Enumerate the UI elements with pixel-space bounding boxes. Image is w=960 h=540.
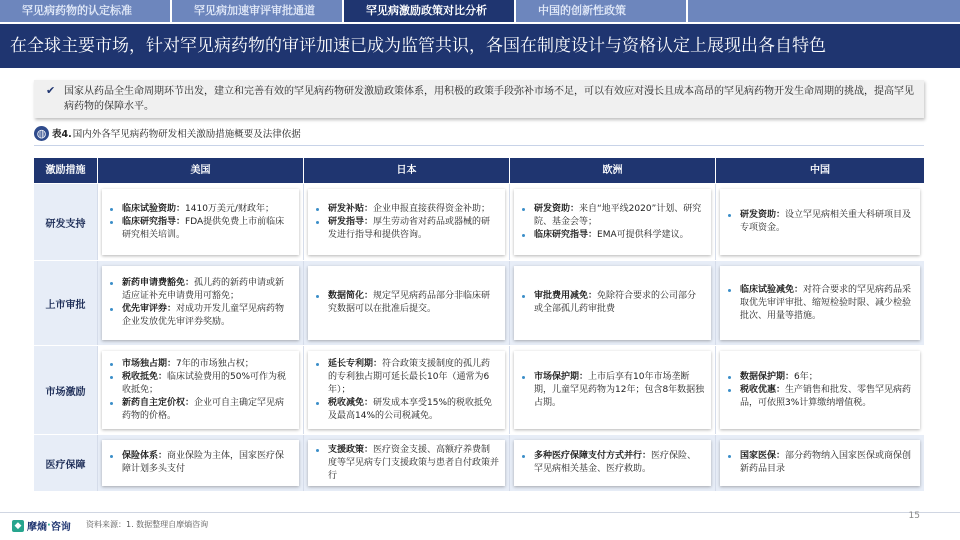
cell-europe — [510, 435, 716, 491]
bullet-item — [108, 371, 293, 397]
table-title-text: 国内外各罕见病药物研发相关激励措施概要及法律依据 — [72, 129, 301, 140]
bullet-value: 生产销售和批发、零售罕见病药品，可依照3%计算缴纳增值税。 — [740, 384, 912, 408]
table-row — [34, 260, 924, 345]
bullet-dot-icon — [316, 449, 319, 452]
cell-card — [720, 440, 920, 486]
cell-china — [716, 346, 924, 434]
bullet-dot-icon — [522, 295, 525, 298]
bullet-dot-icon — [110, 402, 113, 405]
cell-europe — [510, 261, 716, 345]
cell-japan — [304, 435, 510, 491]
bullet-key: 研发补贴： — [328, 203, 374, 214]
bullet-value: 免除符合要求的公司部分或全部孤儿药审批费 — [534, 291, 697, 314]
bullet-value: 商业保险为主体，国家医疗保障计划多头支付 — [122, 451, 285, 474]
bullet-dot-icon — [110, 282, 113, 285]
intro-text: 国家从药品全生命周期环节出发，建立和完善有效的罕见病药物研发激励政策体系，用积极的政策手段弥补市场不足，可以有效应对漫长且成本高昂的罕见病药物开发生命周期的挑战，提高罕见病药物的保障水平。 — [64, 86, 914, 112]
cell-card — [720, 266, 920, 340]
bullet-dot-icon — [110, 363, 113, 366]
cell-card — [102, 266, 299, 340]
cell-card — [102, 189, 299, 255]
bullet-item — [314, 397, 499, 423]
bullet-key: 研发资助： — [534, 203, 580, 214]
bullet-value: 上市后享有10年市场垄断期，儿童罕见药物为12年；包含8年数据独占期。 — [534, 371, 705, 408]
bullet-value: 7年的市场独占权； — [176, 358, 254, 369]
bullet-item — [520, 371, 705, 410]
table-title — [34, 125, 301, 141]
bullet-value: 符合政策支援制度的孤儿药的专利独占期可延长最长10年（通常为6年）； — [328, 358, 491, 395]
bullet-item — [108, 203, 293, 216]
cell-card — [102, 440, 299, 486]
bullet-dot-icon — [522, 208, 525, 211]
page-headline: 在全球主要市场，针对罕见病药物的审评加速已成为监管共识，各国在制度设计与资格认定上展现出各自特色 — [0, 24, 960, 68]
bullet-value: 企业可自主确定罕见病药物的价格。 — [122, 397, 285, 421]
bullet-dot-icon — [728, 289, 731, 292]
bullet-key: 市场保护期： — [534, 371, 589, 382]
cell-usa — [98, 346, 304, 434]
bullet-item — [108, 277, 293, 303]
top-tabs — [0, 0, 960, 22]
header-china: 中国 — [716, 158, 924, 183]
bullet-key: 数据保护期： — [740, 371, 795, 382]
bullet-key: 多种医疗保障支付方式并行： — [534, 451, 652, 461]
bullet-key: 市场独占期： — [122, 358, 177, 369]
bullet-dot-icon — [728, 376, 731, 379]
cell-card — [514, 266, 711, 340]
bullet-key: 新药自主定价权： — [122, 397, 195, 408]
bullet-key: 保险体系： — [122, 451, 168, 461]
title-divider — [34, 145, 924, 146]
bullet-key: 临床研究指导： — [534, 229, 598, 240]
bullet-key: 审批费用减免： — [534, 291, 598, 301]
cell-card — [514, 440, 711, 486]
table-body — [34, 183, 924, 491]
cell-card — [514, 189, 711, 255]
cell-card — [514, 351, 711, 429]
bullet-dot-icon — [110, 221, 113, 224]
bullet-value: 研发成本享受15%的税收抵免及最高14%的公司税减免。 — [328, 397, 493, 421]
row-header: 市场激励 — [34, 346, 98, 434]
logo-left-text: 摩熵 — [27, 522, 47, 533]
bullet-key: 临床研究指导： — [122, 216, 186, 227]
bullet-key: 新药申请费豁免： — [122, 278, 195, 288]
bullet-item — [726, 209, 914, 235]
bullet-key: 研发指导： — [328, 216, 374, 227]
bullet-key: 税收减免： — [328, 397, 374, 408]
logo-separator: · — [47, 520, 51, 531]
cell-japan — [304, 184, 510, 260]
cell-card — [308, 266, 505, 340]
footer-divider — [0, 512, 960, 513]
bullet-dot-icon — [316, 208, 319, 211]
bullet-key: 临床试验资助： — [122, 203, 186, 214]
bullet-dot-icon — [316, 221, 319, 224]
tab-incentive-comparison[interactable]: 罕见病激励政策对比分析 — [344, 0, 516, 22]
cell-card — [102, 351, 299, 429]
bullet-dot-icon — [316, 363, 319, 366]
bullet-key: 延长专利期： — [328, 358, 383, 369]
incentive-table — [34, 158, 924, 491]
bullet-key: 税收抵免： — [122, 371, 168, 382]
bullet-item — [314, 358, 499, 397]
header-measure: 激励措施 — [34, 158, 98, 183]
bullet-dot-icon — [316, 402, 319, 405]
tab-china-innovation[interactable]: 中国的创新性政策 — [516, 0, 688, 22]
bullet-key: 税收优惠： — [740, 384, 786, 395]
bullet-item — [108, 397, 293, 423]
cell-usa — [98, 184, 304, 260]
bullet-value: 孤儿药的新药申请或新适应证补充申请费用可豁免； — [122, 278, 285, 301]
bullet-value: 厚生劳动省对药品或器械的研发进行指导和提供咨询。 — [328, 216, 491, 240]
cell-china — [716, 184, 924, 260]
bullet-item — [520, 229, 705, 242]
bullet-item — [726, 384, 914, 410]
bullet-dot-icon — [728, 214, 731, 217]
check-icon: ✔ — [46, 84, 56, 97]
bullet-item — [108, 303, 293, 329]
source-note: 资料来源：1. 数据整理自摩熵咨询 — [86, 520, 209, 529]
table-row — [34, 183, 924, 260]
bullet-value: 设立罕见病相关重大科研项目及专项资金。 — [740, 210, 912, 233]
bullet-value: 对符合要求的罕见病药品采取优先审评审批、缩短检验时限、减少检验批次、用量等措施。 — [740, 284, 912, 321]
cell-china — [716, 261, 924, 345]
tab-accelerated-review[interactable]: 罕见病加速审评审批通道 — [172, 0, 344, 22]
bullet-dot-icon — [728, 389, 731, 392]
row-header: 研发支持 — [34, 184, 98, 260]
bullet-dot-icon — [522, 455, 525, 458]
header-japan: 日本 — [304, 158, 510, 183]
cell-usa — [98, 435, 304, 491]
table-row — [34, 434, 924, 491]
bullet-item — [520, 450, 705, 476]
bullet-item — [314, 216, 499, 242]
bullet-item — [314, 203, 499, 216]
table-row — [34, 345, 924, 434]
cell-card — [308, 351, 505, 429]
bullet-dot-icon — [316, 295, 319, 298]
logo-right-text: 咨询 — [50, 522, 71, 533]
bullet-key: 国家医保： — [740, 451, 786, 461]
cell-usa — [98, 261, 304, 345]
bullet-value: 来自“地平线2020”计划、研究院、基金会等； — [534, 203, 702, 227]
table-title-prefix: 表4. — [52, 129, 72, 140]
cell-europe — [510, 184, 716, 260]
bullet-item — [108, 450, 293, 476]
cell-card — [720, 189, 920, 255]
cell-japan — [304, 261, 510, 345]
bullet-item — [108, 358, 293, 371]
bullet-item — [314, 444, 499, 483]
bullet-dot-icon — [728, 455, 731, 458]
bullet-item — [726, 284, 914, 323]
bullet-dot-icon — [522, 234, 525, 237]
bullet-dot-icon — [110, 455, 113, 458]
cell-card — [720, 351, 920, 429]
cell-japan — [304, 346, 510, 434]
cell-card — [308, 440, 505, 486]
header-usa: 美国 — [98, 158, 304, 183]
table-header — [34, 158, 924, 183]
bullet-key: 数据简化： — [328, 291, 374, 301]
page-number: 15 — [908, 511, 920, 521]
bullet-value: 规定罕见病药品部分非临床研究数据可以在批准后提交。 — [328, 291, 491, 314]
bullet-item — [726, 371, 914, 384]
row-header: 上市审批 — [34, 261, 98, 345]
bullet-dot-icon — [110, 308, 113, 311]
globe-icon: ◍ — [34, 126, 49, 141]
bullet-item — [520, 203, 705, 229]
row-header: 医疗保障 — [34, 435, 98, 491]
bullet-key: 优先审评券： — [122, 304, 177, 314]
bullet-value: 1410万美元/财政年； — [185, 203, 274, 214]
bullet-value: 对成功开发儿童罕见病药物企业发放优先审评券奖励。 — [122, 304, 285, 327]
header-europe: 欧洲 — [510, 158, 716, 183]
bullet-dot-icon — [522, 376, 525, 379]
bullet-dot-icon — [110, 208, 113, 211]
bullet-item — [108, 216, 293, 242]
bullet-value: 医疗资金支援、高额疗养费制度等罕见病专门支援政策与患者自付政策并行 — [328, 444, 500, 481]
bullet-value: 部分药物纳入国家医保或商保创新药品目录 — [740, 451, 912, 474]
bullet-value: 6年； — [794, 371, 818, 382]
bullet-value: 医疗保险、罕见病相关基金、医疗救助。 — [534, 451, 697, 474]
bullet-item — [520, 290, 705, 316]
footer-logo — [12, 518, 71, 533]
cell-card — [308, 189, 505, 255]
bullet-value: EMA可提供科学建议。 — [597, 229, 689, 240]
bullet-value: 临床试验费用的50%可作为税收抵免； — [122, 371, 287, 395]
tab-spacer — [688, 0, 960, 22]
bullet-value: 企业申报直接获得资金补助； — [373, 203, 491, 214]
bullet-key: 临床试验减免： — [740, 284, 804, 295]
bullet-item — [726, 450, 914, 476]
logo-mark-icon: ◆ — [12, 520, 24, 532]
bullet-dot-icon — [110, 376, 113, 379]
bullet-key: 研发资助： — [740, 210, 786, 220]
bullet-value: FDA提供免费上市前临床研究相关培训。 — [122, 216, 285, 240]
tab-rare-drug-criteria[interactable]: 罕见病药物的认定标准 — [0, 0, 172, 22]
cell-europe — [510, 346, 716, 434]
intro-box — [34, 80, 924, 118]
cell-china — [716, 435, 924, 491]
bullet-item — [314, 290, 499, 316]
bullet-key: 支援政策： — [328, 444, 374, 455]
